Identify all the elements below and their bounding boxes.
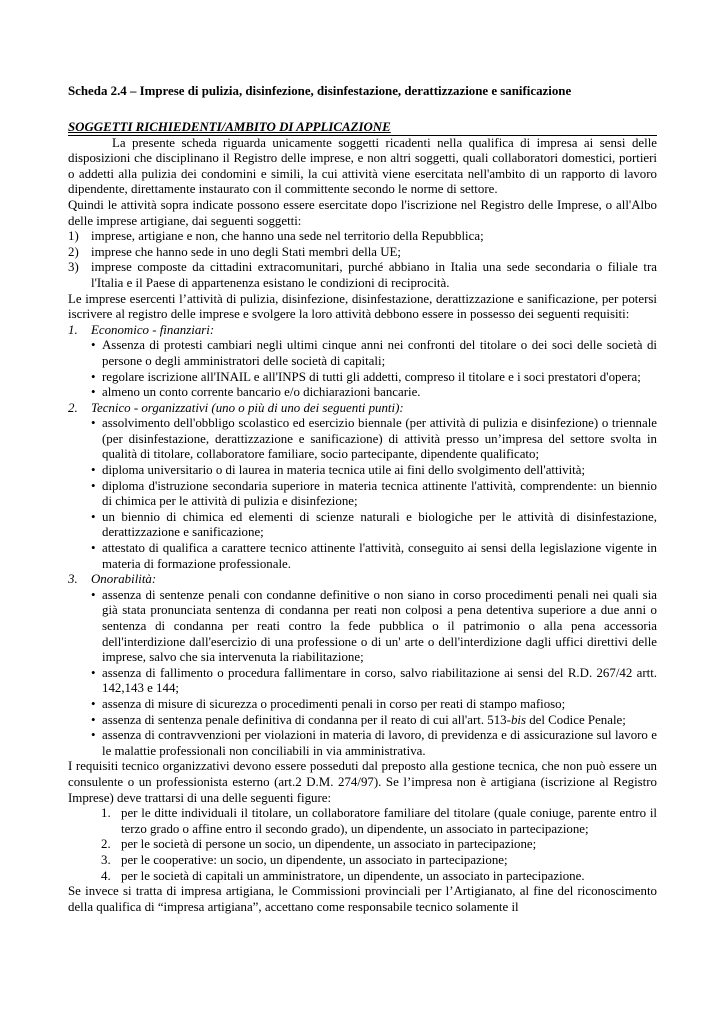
list-item-text: assolvimento dell'obbligo scolastico ed esercizio biennale (per attività di pulizia e disinfezione) o triennale (per disinfestazione, derattizzazione e sanificazione) di attività presso un’impresa del settore svolta in qualità di titolare, collaboratore familiare, socio partecipante, dipendente qualificato; <box>102 416 657 462</box>
document-page <box>68 84 657 915</box>
bullet-icon: • <box>91 712 96 727</box>
list-item <box>91 541 657 572</box>
bullet-icon: • <box>91 478 96 493</box>
requirement-number: 3. <box>68 572 78 587</box>
requirement-heading <box>68 323 657 339</box>
list-item-text: regolare iscrizione all'INAIL e all'INPS di tutti gli addetti, compreso il titolare e i soci prestatori d'opera; <box>102 369 641 384</box>
list-number: 3. <box>101 852 111 867</box>
requirement-heading-text: Tecnico - organizzativi (uno o più di uno dei seguenti punti): <box>91 400 404 415</box>
list-item-text: imprese, artigiane e non, che hanno una sede nel territorio della Repubblica; <box>91 229 484 244</box>
list-item-text: assenza di fallimento o procedura fallimentare in corso, salvo riabilitazione ai sensi del R.D. 267/42 artt. 142,143 e 144; <box>102 665 657 696</box>
list-item-text: diploma d'istruzione secondaria superiore in materia tecnica attinente l'attività, comprendente: un biennio di chimica per le attività di pulizia e disinfezione; <box>102 478 657 509</box>
list-item <box>91 463 657 479</box>
requirement-heading <box>68 401 657 417</box>
list-item <box>68 245 657 261</box>
bullet-icon: • <box>91 369 96 384</box>
list-number: 2) <box>68 244 79 259</box>
list-item-text: almeno un conto corrente bancario e/o dichiarazioni bancarie. <box>102 385 421 400</box>
bullet-icon: • <box>91 587 96 602</box>
list-item <box>91 338 657 369</box>
list-number: 1. <box>101 806 111 821</box>
requirement-items <box>68 338 657 400</box>
list-item <box>91 416 657 463</box>
list-item <box>91 666 657 697</box>
subjects-list <box>68 229 657 291</box>
list-item-text: imprese che hanno sede in uno degli Stati membri della UE; <box>91 244 402 259</box>
bullet-icon: • <box>91 665 96 680</box>
list-item-text: diploma universitario o di laurea in materia tecnica utile ai fini dello svolgimento dell'attività; <box>102 463 586 478</box>
list-item <box>101 837 657 853</box>
list-item-text: attestato di qualifica a carattere tecnico attinente l'attività, conseguito ai sensi della legislazione vigente in materia di formazione professionale. <box>102 541 657 571</box>
list-number: 3) <box>68 260 79 275</box>
requirement-heading-text: Onorabilità: <box>91 572 157 587</box>
bullet-icon: • <box>91 416 96 431</box>
list-number: 2. <box>101 837 111 852</box>
list-item-text: per le società di persone un socio, un dipendente, un associato in partecipazione; <box>121 837 537 852</box>
requirement-heading <box>68 572 657 588</box>
list-item-text: un biennio di chimica ed elementi di scienze naturali e biologiche per le attività di disinfestazione, derattizzazione e sanificazione; <box>102 509 657 540</box>
section-heading-text: SOGGETTI RICHIEDENTI/AMBITO DI APPLICAZIONE <box>68 119 391 134</box>
list-item-text: per le società di capitali un amministratore, un dipendente, un associato in partecipazione. <box>121 868 585 883</box>
requirement-heading-text: Economico - finanziari: <box>91 322 215 337</box>
bullet-icon: • <box>91 728 96 743</box>
list-number: 1) <box>68 229 79 244</box>
list-item-text: imprese composte da cittadini extracomunitari, purché abbiano in Italia una sede secondaria o filiale tra l'Italia e il Paese di appartenenza esistano le condizioni di reciprocità. <box>91 260 657 290</box>
requirement-number: 1. <box>68 322 78 337</box>
list-item-text: Assenza di protesti cambiari negli ultimi cinque anni nei confronti del titolare o dei soci delle società di persone o degli amministratori delle società di capitali; <box>102 338 657 368</box>
list-item-text: per le ditte individuali il titolare, un collaboratore familiare del titolare (quale coniuge, parente entro il terzo grado o affine entro il secondo grado), un dipendente, un associato in partecipazione; <box>121 806 657 836</box>
list-item <box>91 385 657 401</box>
list-number: 4. <box>101 868 111 883</box>
list-item <box>91 697 657 713</box>
list-item-text: assenza di sentenze penali con condanne definitive o non siano in corso procedimenti penali nei quali sia già stata pronunciata sentenza di condanna per reati non colposi a pena detentiva superiore a due anni o sentenza di condanna per reati contro la fede pubblica o il patrimonio o alla pena accessoria dell'interdizione dall'esercizio di una professione o di un' arte o dell'interdizione dagli uffici direttivi delle imprese, salvo che sia intervenuta la riabilitazione; <box>102 587 657 665</box>
figures-list <box>68 806 657 884</box>
document-title: Scheda 2.4 – Imprese di pulizia, disinfezione, disinfestazione, derattizzazione e sanificazione <box>68 84 572 98</box>
list-item <box>68 260 657 291</box>
bullet-icon: • <box>91 696 96 711</box>
intro-paragraph: La presente scheda riguarda unicamente soggetti ricadenti nella qualifica di impresa ai sensi delle disposizioni che disciplinano il Registro delle imprese, e non altri soggetti, quali collaboratori domestici, portieri o addetti alla pulizia dei condomini e simili, la cui attività viene esercitata nell'ambito di un rapporto di lavoro dipendente, direttamente instaurato con il committente secondo le norme di settore. <box>68 135 657 197</box>
requirement-items <box>68 588 657 760</box>
bullet-icon: • <box>91 463 96 478</box>
closing-paragraph: Se invece si tratta di impresa artigiana, le Commissioni provinciali per l’Artigianato, al fine del riconoscimento della qualifica di “impresa artigiana”, accettano come responsabile tecnico solamente il <box>68 884 657 914</box>
bullet-icon: • <box>91 385 96 400</box>
list-item-text: assenza di sentenza penale definitiva di condanna per il reato di cui all'art. 513-bis del Codice Penale; <box>102 712 626 727</box>
list-item-text: assenza di contravvenzioni per violazioni in materia di lavoro, di previdenza e di assicurazione sul lavoro e le malattie professionali non conciliabili in via amministrativa. <box>102 728 657 758</box>
bullet-icon: • <box>91 338 96 353</box>
section-heading <box>68 120 657 136</box>
list-item <box>91 728 657 759</box>
bullet-icon: • <box>91 509 96 524</box>
technical-paragraph: I requisiti tecnico organizzativi devono essere posseduti dal preposto alla gestione tecnica, che non può essere un consulente o un professionista esterno (art.2 D.M. 274/97). Se l’impresa non è artigiana (iscrizione al Registro Imprese) deve trattarsi di una delle seguenti figure: <box>68 759 657 805</box>
list-item <box>91 510 657 541</box>
list-item <box>101 853 657 869</box>
list-item <box>68 229 657 245</box>
bullet-icon: • <box>91 541 96 556</box>
list-item <box>91 713 657 729</box>
list-item <box>91 370 657 386</box>
list-item-text: per le cooperative: un socio, un dipendente, un associato in partecipazione; <box>121 852 508 867</box>
list-item <box>101 869 657 885</box>
list-item <box>91 588 657 666</box>
registration-paragraph: Quindi le attività sopra indicate possono essere esercitate dopo l'iscrizione nel Registro delle Imprese, o all'Albo delle imprese artigiane, dai seguenti soggetti: <box>68 197 657 228</box>
requirements-intro: Le imprese esercenti l’attività di pulizia, disinfezione, disinfestazione, derattizzazione e sanificazione, per potersi iscrivere al registro delle imprese e svolgere la loro attività debbono essere in possesso dei seguenti requisiti: <box>68 291 657 322</box>
requirement-number: 2. <box>68 400 78 415</box>
list-item-text: assenza di misure di sicurezza o procedimenti penali in corso per reati di stampo mafioso; <box>102 696 566 711</box>
requirement-items <box>68 416 657 572</box>
list-item <box>91 479 657 510</box>
list-item <box>101 806 657 837</box>
